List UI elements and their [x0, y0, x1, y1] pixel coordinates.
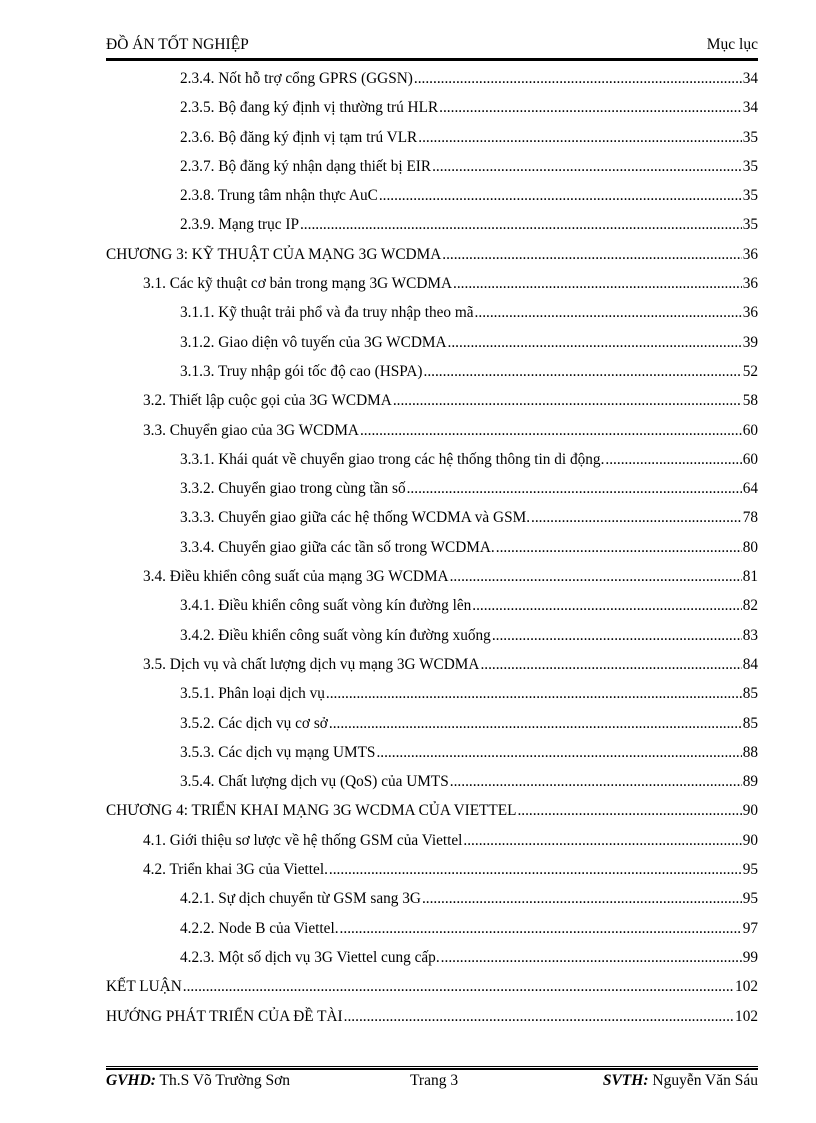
toc-entry-page: 81 — [742, 568, 758, 586]
toc-entry-page: 80 — [742, 538, 758, 556]
toc-entry-page: 60 — [742, 450, 758, 468]
toc-entry[interactable] — [106, 210, 758, 239]
toc-entry[interactable] — [106, 416, 758, 445]
toc-leader-dots — [605, 445, 741, 474]
toc-entry[interactable] — [106, 562, 758, 591]
toc-entry-title: 2.3.5. Bộ đang ký định vị thường trú HLR — [180, 99, 439, 117]
toc-entry-page: 35 — [742, 128, 758, 146]
toc-leader-dots — [453, 269, 742, 298]
toc-entry[interactable] — [106, 1002, 758, 1031]
toc-leader-dots — [448, 328, 742, 357]
toc-entry-title: 4.2.2. Node B của Viettel. — [180, 919, 339, 937]
toc-entry-page: 39 — [742, 333, 758, 351]
toc-entry-title: 2.3.7. Bộ đăng ký nhận dạng thiết bị EIR — [180, 157, 432, 175]
toc-entry-title: 3.3.4. Chuyển giao giữa các tần số trong WCDMA. — [180, 538, 495, 556]
toc-entry-page: 78 — [742, 509, 758, 527]
toc-entry-title: 3.5.4. Chất lượng dịch vụ (QoS) của UMTS — [180, 773, 449, 791]
toc-entry[interactable] — [106, 269, 758, 298]
toc-entry[interactable] — [106, 386, 758, 415]
toc-entry-page: 85 — [742, 685, 758, 703]
toc-entry-title: 3.4.1. Điều khiển công suất vòng kín đường lên — [180, 597, 472, 615]
toc-entry-title: 4.2.1. Sự dịch chuyển từ GSM sang 3G — [180, 890, 421, 908]
toc-entry-title: 2.3.8. Trung tâm nhận thực AuC — [180, 187, 378, 205]
toc-entry-title: 3.3. Chuyển giao của 3G WCDMA — [143, 421, 359, 439]
toc-entry[interactable] — [106, 738, 758, 767]
toc-entry-page: 34 — [742, 99, 758, 117]
footer-supervisor — [106, 1072, 290, 1090]
toc-leader-dots — [183, 972, 734, 1001]
toc-entry-title: 3.3.2. Chuyển giao trong cùng tần số — [180, 480, 406, 498]
toc-entry-title: 4.2. Triển khai 3G của Viettel. — [143, 861, 328, 879]
toc-entry-page: 85 — [742, 714, 758, 732]
toc-entry[interactable] — [106, 767, 758, 796]
toc-entry[interactable] — [106, 826, 758, 855]
toc-entry[interactable] — [106, 591, 758, 620]
toc-entry[interactable] — [106, 474, 758, 503]
toc-entry-page: 88 — [742, 743, 758, 761]
toc-entry-title: 3.3.1. Khái quát về chuyển giao trong các hệ thống thông tin di động. — [180, 450, 605, 468]
toc-leader-dots — [496, 533, 742, 562]
toc-leader-dots — [439, 93, 742, 122]
toc-leader-dots — [344, 1002, 734, 1031]
toc-entry-title: 3.1.3. Truy nhập gói tốc độ cao (HSPA) — [180, 362, 423, 380]
toc-entry[interactable] — [106, 503, 758, 532]
toc-leader-dots — [441, 943, 742, 972]
toc-entry-title: 3.1.2. Giao diện vô tuyến của 3G WCDMA — [180, 333, 447, 351]
toc-leader-dots — [376, 738, 741, 767]
toc-entry-title: 3.1.1. Kỹ thuật trải phổ và đa truy nhập theo mã — [180, 304, 474, 322]
toc-entry-title: 4.2.3. Một số dịch vụ 3G Viettel cung cấp. — [180, 948, 440, 966]
toc-entry-title: 3.3.3. Chuyển giao giữa các hệ thống WCDMA và GSM. — [180, 509, 531, 527]
toc-leader-dots — [463, 826, 741, 855]
toc-leader-dots — [393, 386, 742, 415]
toc-entry-title: 2.3.9. Mạng trục IP — [180, 216, 299, 234]
toc-entry-title: KẾT LUẬN — [106, 978, 182, 996]
toc-entry-page: 84 — [742, 655, 758, 673]
toc-entry-page: 99 — [742, 948, 758, 966]
toc-entry-page: 95 — [742, 861, 758, 879]
toc-entry-page: 82 — [742, 597, 758, 615]
toc-entry[interactable] — [106, 240, 758, 269]
toc-entry-title: 4.1. Giới thiệu sơ lược về hệ thống GSM của Viettel — [143, 831, 463, 849]
toc-entry[interactable] — [106, 914, 758, 943]
toc-entry-page: 102 — [735, 1007, 758, 1025]
toc-entry-page: 35 — [742, 216, 758, 234]
toc-entry-title: 2.3.4. Nốt hỗ trợ cổng GPRS (GGSN) — [180, 70, 413, 87]
student-label: SVTH: — [602, 1072, 649, 1089]
toc-entry-page: 52 — [742, 362, 758, 380]
header-title: ĐỒ ÁN TỐT NGHIỆP — [106, 36, 249, 53]
toc-leader-dots — [418, 123, 741, 152]
footer-rule — [106, 1066, 758, 1070]
toc-entry[interactable] — [106, 357, 758, 386]
toc-entry-title: 3.4. Điều khiển công suất của mạng 3G WCDMA — [143, 568, 449, 586]
toc-entry[interactable] — [106, 181, 758, 210]
toc-leader-dots — [450, 767, 742, 796]
toc-entry-page: 58 — [742, 392, 758, 410]
toc-entry-title: 3.2. Thiết lập cuộc gọi của 3G WCDMA — [143, 392, 392, 410]
toc-entry-title: 3.4.2. Điều khiển công suất vòng kín đường xuống — [180, 626, 491, 644]
toc-entry-page: 83 — [742, 626, 758, 644]
page-header — [106, 36, 758, 58]
toc-entry-page: 90 — [742, 802, 758, 820]
toc-entry[interactable] — [106, 796, 758, 825]
toc-entry[interactable] — [106, 93, 758, 122]
toc-leader-dots — [379, 181, 742, 210]
toc-entry-title: 3.1. Các kỹ thuật cơ bản trong mạng 3G WCDMA — [143, 275, 453, 293]
toc-entry[interactable] — [106, 621, 758, 650]
toc-leader-dots — [329, 709, 742, 738]
toc-entry-page: 34 — [742, 70, 758, 87]
toc-entry[interactable] — [106, 298, 758, 327]
toc-entry-title: HƯỚNG PHÁT TRIỂN CỦA ĐỀ TÀI — [106, 1007, 343, 1025]
toc-leader-dots — [450, 562, 742, 591]
toc-entry-page: 35 — [742, 187, 758, 205]
toc-entry[interactable] — [106, 943, 758, 972]
footer-student — [603, 1072, 758, 1090]
toc-entry[interactable] — [106, 855, 758, 884]
toc-entry-page: 97 — [742, 919, 758, 937]
toc-leader-dots — [422, 884, 742, 913]
toc-leader-dots — [531, 503, 742, 532]
toc-leader-dots — [480, 650, 741, 679]
toc-entry-page: 95 — [742, 890, 758, 908]
toc-entry-title: CHƯƠNG 3: KỸ THUẬT CỦA MẠNG 3G WCDMA — [106, 245, 442, 263]
toc-leader-dots — [300, 210, 742, 239]
toc-entry-page: 36 — [742, 304, 758, 322]
toc-entry-page: 89 — [742, 773, 758, 791]
toc-entry-title: 3.5.1. Phân loại dịch vụ — [180, 685, 325, 703]
toc-entry-page: 35 — [742, 157, 758, 175]
toc-leader-dots — [360, 416, 742, 445]
toc-leader-dots — [517, 796, 741, 825]
toc-leader-dots — [340, 914, 742, 943]
toc-leader-dots — [407, 474, 742, 503]
toc-leader-dots — [492, 621, 742, 650]
toc-entry[interactable] — [106, 709, 758, 738]
toc-entry[interactable] — [106, 64, 758, 93]
toc-leader-dots — [414, 64, 742, 93]
toc-entry-page: 64 — [742, 480, 758, 498]
toc-entry[interactable] — [106, 123, 758, 152]
toc-entry-page: 90 — [742, 831, 758, 849]
toc-entry[interactable] — [106, 328, 758, 357]
toc-leader-dots — [442, 240, 741, 269]
toc-leader-dots — [472, 591, 741, 620]
page-footer — [106, 1072, 758, 1096]
toc-entry[interactable] — [106, 884, 758, 913]
toc-entry-title: 3.5.2. Các dịch vụ cơ sở — [180, 714, 328, 732]
toc-entry-title: CHƯƠNG 4: TRIỂN KHAI MẠNG 3G WCDMA CỦA VIETTEL — [106, 802, 517, 820]
toc-leader-dots — [329, 855, 742, 884]
toc-entry-page: 60 — [742, 421, 758, 439]
toc-entry[interactable] — [106, 650, 758, 679]
student-name: Nguyễn Văn Sáu — [648, 1072, 758, 1089]
supervisor-name: Th.S Võ Trường Sơn — [155, 1072, 291, 1089]
toc-entry-page: 36 — [742, 245, 758, 263]
table-of-contents — [106, 64, 758, 1031]
toc-entry-page: 102 — [735, 978, 758, 996]
toc-entry-title: 3.5. Dịch vụ và chất lượng dịch vụ mạng 3G WCDMA — [143, 655, 480, 673]
toc-leader-dots — [326, 679, 742, 708]
toc-entry-title: 2.3.6. Bộ đăng ký định vị tạm trú VLR — [180, 128, 418, 146]
header-section: Mục lục — [706, 36, 758, 53]
header-rule — [106, 58, 758, 61]
toc-entry[interactable] — [106, 533, 758, 562]
toc-leader-dots — [424, 357, 742, 386]
page-number: Trang 3 — [410, 1072, 459, 1089]
toc-entry[interactable] — [106, 445, 758, 474]
supervisor-label: GVHD: — [106, 1072, 156, 1089]
toc-leader-dots — [432, 152, 742, 181]
toc-entry-title: 3.5.3. Các dịch vụ mạng UMTS — [180, 743, 376, 761]
toc-entry[interactable] — [106, 152, 758, 181]
toc-entry[interactable] — [106, 972, 758, 1001]
toc-entry-page: 36 — [742, 275, 758, 293]
toc-entry[interactable] — [106, 679, 758, 708]
toc-leader-dots — [475, 298, 742, 327]
